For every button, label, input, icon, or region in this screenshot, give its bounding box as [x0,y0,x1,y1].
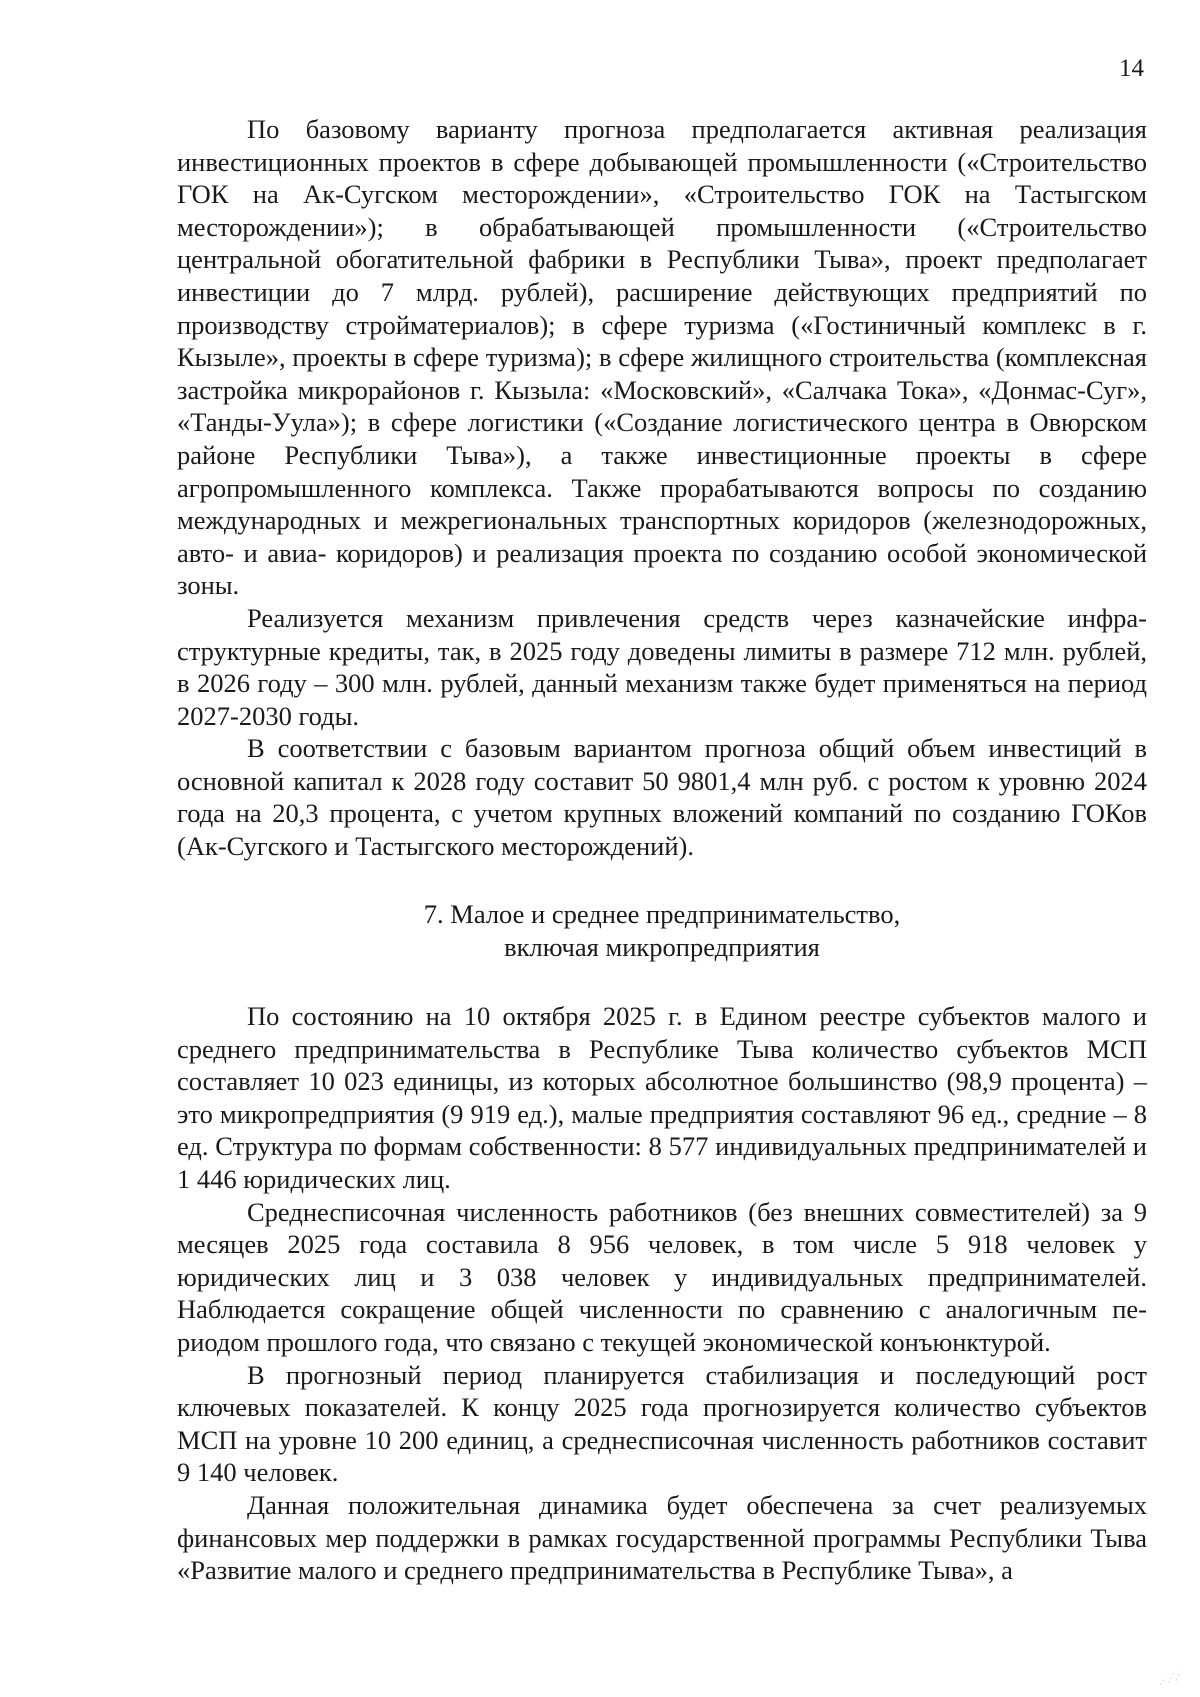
page-number: 14 [1119,55,1144,82]
paragraph-investment-projects: По базовому варианту прогноза предполагается активная реализация инвестиционных проектов в сфере добывающей промышленности («Строительство ГОК на Ак-Сугском месторождении», «Строительство ГОК на Тастыгском месторождении»); в обрабатывающей промышленности («Строительство центральной обогатительной фабрики в Республики Тыва», проект предполагает инвестиции до 7 млрд. рублей), расширение действующих предприятий по производству стройматериалов); в сфере туризма («Гостиничный комплекс в г. Кызыле», проекты в сфере туризма); в сфере жилищного строительства (комплексная застройка микрорайонов г. Кызыла: «Московский», «Салчака Тока», «Донмас-Суг», «Танды-Уула»); в сфере логистики («Создание логистического центра в Овюрском районе Республики Тыва»), а также инвестиционные проекты в сфере агропромышленного комплекса. Также прорабатываются вопросы по созданию международных и межрегиональных транспортных коридоров (железнодорожных, авто- и авиа- коридоров) и реализация проекта по созданию особой экономической зоны. [177,114,1147,601]
section-heading-line-1: 7. Малое и среднее предпринимательство, [423,899,901,929]
section-heading-line-2: включая микропредприятия [504,931,820,962]
section-heading [177,898,1147,963]
investment-text-block [177,113,1147,863]
paragraph-investment-volume: В соответствии с базовым вариантом прогноза общий объем инвестиций в основной капитал к 2028 году составит 50 9801,4 млн руб. с ростом к уровню 2024 года на 20,3 процента, с учетом крупных вложений компаний по созданию ГОКов (Ак-Сугского и Тастыгского месторождений). [177,733,1147,862]
paragraph-sme-forecast: В прогнозный период планируется стабилизация и последующий рост ключевых показателей. К концу 2025 года прогнозируется количество субъектов МСП на уровне 10 200 единиц, а среднесписочная численность работников составит 9 140 человек. [177,1359,1147,1488]
sme-text-block [177,1000,1147,1587]
paragraph-sme-employees: Среднесписочная численность работников (без внешних совместителей) за 9 месяцев 2025 года составила 8 956 человек, в том числе 5 918 человек у юридических лиц и 3 038 человек у индивидуальных предпринимателей. Наблюдается сокращение общей численности по сравнению с аналогичным периодом прошлого года, что связано с текущей экономической конъюнктурой. [177,1196,1147,1357]
scan-artifact-icon [1156,1663,1182,1689]
paragraph-infrastructure-credits: Реализуется механизм привлечения средств через казначейские инфраструктурные кредиты, так, в 2025 году доведены лимиты в размере 712 млн. рублей, в 2026 году – 300 млн. рублей, данный механизм также будет применяться на период 2027-2030 годы. [177,602,1147,731]
paragraph-sme-support: Данная положительная динамика будет обеспечена за счет реализуемых финансовых мер поддержки в рамках государственной программы Республики Тыва «Развитие малого и среднего предпринимательства в Республике Тыва», а [177,1489,1147,1586]
paragraph-sme-registry: По состоянию на 10 октября 2025 г. в Едином реестре субъектов малого и среднего предпринимательства в Республике Тыва количество субъектов МСП составляет 10 023 единицы, из которых абсолютное большинство (98,9 процента) – это микропредприятия (9 919 ед.), малые предприятия составляют 96 ед., средние – 8 ед. Структура по формам собственности: 8 577 индивидуальных предпринимателей и 1 446 юридических лиц. [177,1001,1147,1194]
